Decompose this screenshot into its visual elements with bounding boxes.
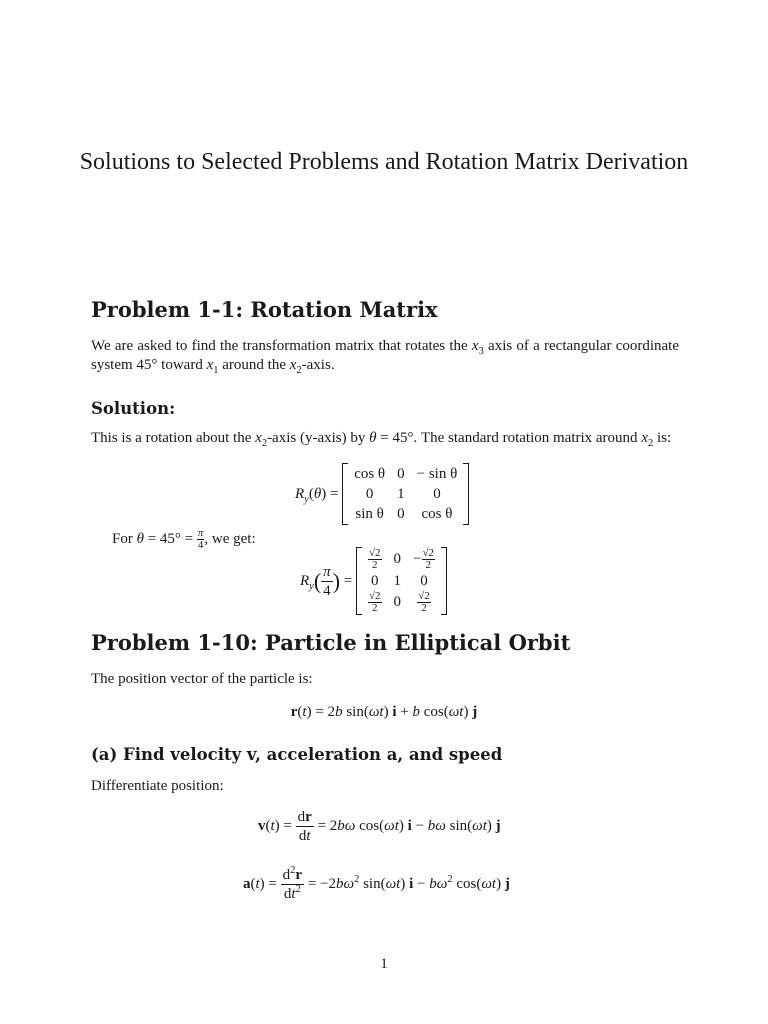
position-equation: r(t) = 2b sin(ωt) i + b cos(ωt) j xyxy=(290,704,478,720)
rotation-matrix xyxy=(342,463,469,525)
part-a-heading: (a) Find velocity v, acceleration a, and speed xyxy=(91,745,503,764)
matrix-cell: cos θ xyxy=(354,465,386,482)
position-intro: The position vector of the particle is: xyxy=(91,671,313,687)
rotation-matrix-pi4-equation: $R_y$( $\frac{\pi}{4}$ ) = $\frac{√2}{2}$ 0 − $\frac{√2}{2}$ 0 1 0 $\frac{√2}{2}$ 0 $\frac{√2}{2}$ xyxy=(300,547,447,615)
differentiate-text: Differentiate position: xyxy=(91,778,224,794)
rotation-matrix-equation: $R_y(\theta)$ = cos θ 0 − sin θ 0 1 0 sin θ 0 cos θ xyxy=(295,463,469,525)
matrix-cell: $\frac{√2}{2}$ xyxy=(368,547,381,571)
acceleration-equation: a(t) = $\frac{d^2r}{dt^2}$ = $-2b\omega^2$ sin(ωt) $i - b\omega^2$ cos(ωt) j xyxy=(243,865,510,902)
matrix-cell: 1 xyxy=(393,572,402,589)
matrix-cell: sin θ xyxy=(355,505,384,522)
matrix-cell: 0 xyxy=(371,572,379,589)
solution-text: This is a rotation about the $x_2$-axis (y-axis) by θ = 45°. The standard rotation matrix around $x_2$ is: xyxy=(91,430,672,449)
matrix-cell: 1 xyxy=(397,485,405,502)
matrix-cell: $\frac{√2}{2}$ xyxy=(368,590,381,614)
page-number: 1 xyxy=(380,956,388,972)
matrix-cell: 0 xyxy=(420,572,428,589)
matrix-cell: 0 xyxy=(393,551,402,567)
paper-title: Solutions to Selected Problems and Rotation Matrix Derivation xyxy=(79,149,689,175)
problem-1-1-statement: We are asked to find the transformation matrix that rotates the $x_3$ axis of a rectangular coordinate system 45° toward $x_1$ around the $x_2$-axis. xyxy=(91,338,679,376)
matrix-cell: 0 xyxy=(397,465,405,482)
matrix-cell: $\frac{√2}{2}$ xyxy=(418,590,430,614)
matrix-cell: − sin θ xyxy=(416,465,458,482)
problem-1-10-heading: Problem 1-10: Particle in Elliptical Orbit xyxy=(91,630,571,655)
for-theta-text: For θ = 45° = $\frac{\pi}{4}$ , we get: xyxy=(112,527,256,551)
matrix-cell: 0 xyxy=(393,594,402,610)
matrix-cell: cos θ xyxy=(421,505,453,522)
problem-1-1-heading: Problem 1-1: Rotation Matrix xyxy=(91,297,438,322)
matrix-cell: 0 xyxy=(397,505,405,522)
velocity-equation: v(t) = $\frac{dr}{dt}$ = 2bω cos(ωt) i − bω sin(ωt) j xyxy=(258,809,501,844)
matrix-cell: 0 xyxy=(365,485,374,502)
matrix-cell: 0 xyxy=(433,485,441,502)
solution-heading: Solution: xyxy=(91,399,176,418)
rotation-matrix-pi4 xyxy=(356,547,447,615)
matrix-cell: − $\frac{√2}{2}$ xyxy=(413,547,435,571)
